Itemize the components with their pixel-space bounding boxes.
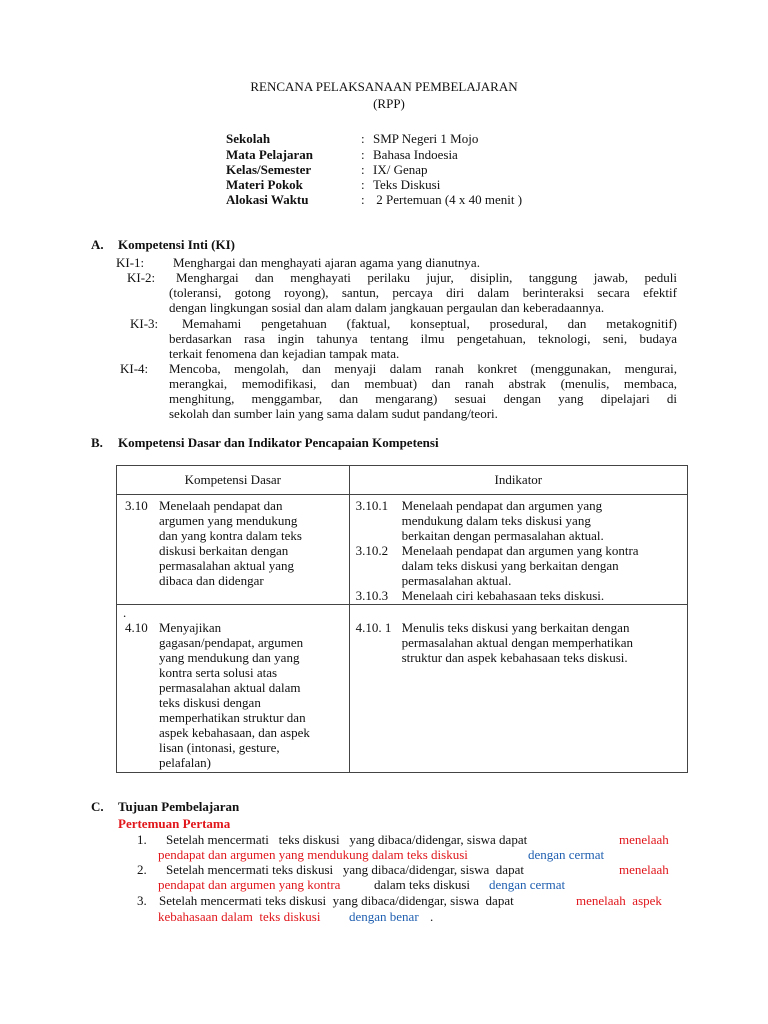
kd-text: diskusi berkaitan dengan bbox=[159, 543, 289, 558]
ki-code: KI-1: bbox=[116, 255, 145, 270]
objective-number: 1. bbox=[137, 832, 147, 847]
kd-text: lisan (intonasi, gesture, bbox=[159, 740, 280, 755]
document-subtitle: (RPP) bbox=[373, 96, 405, 111]
kd-text: argumen yang mendukung bbox=[159, 513, 298, 528]
objective-text: Setelah mencermati teks diskusi yang dibaca/didengar, siswa dapat bbox=[159, 893, 514, 908]
table-header: Kompetensi Dasar bbox=[117, 466, 350, 495]
objective-highlight: pendapat dan argumen yang kontra bbox=[158, 877, 341, 892]
indicator-text: mendukung dalam teks diskusi yang bbox=[401, 513, 591, 528]
ki-text: berdasarkan rasa ingin tahunya tentang ilmu pengetahuan, teknologi, seni, budaya bbox=[169, 331, 677, 346]
indicator-text: dalam teks diskusi yang berkaitan dengan bbox=[401, 558, 619, 573]
meeting-heading: Pertemuan Pertama bbox=[118, 816, 231, 831]
ki-text: Memahami pengetahuan (faktual, konseptual, prosedural, dan metakognitif) bbox=[182, 316, 677, 331]
ki-code: KI-4: bbox=[120, 361, 149, 376]
indicator-text: Menelaah pendapat dan argumen yang kontra bbox=[401, 543, 639, 558]
indicator-text: Menelaah ciri kebahasaan teks diskusi. bbox=[401, 588, 605, 603]
indicator-text: Menelaah pendapat dan argumen yang bbox=[401, 498, 603, 513]
table-header: Indikator bbox=[349, 466, 687, 495]
identity-value: Bahasa Indoesia bbox=[373, 147, 458, 162]
identity-label: Mata Pelajaran bbox=[226, 147, 314, 162]
kd-text: permasalahan aktual dalam bbox=[159, 680, 301, 695]
kd-text: yang mendukung dan yang bbox=[159, 650, 300, 665]
ki-text: (toleransi, gotong royong), santun, percaya diri dalam berinteraksi secara efektif bbox=[169, 285, 677, 300]
indicator-cell bbox=[349, 495, 687, 605]
table-row bbox=[117, 605, 688, 773]
indicator-number: 3.10.2 bbox=[355, 543, 389, 558]
objective-emphasis: dengan cermat bbox=[528, 847, 605, 862]
kd-text: permasalahan aktual yang bbox=[159, 558, 294, 573]
identity-value: IX/ Genap bbox=[373, 162, 428, 177]
kd-indicator-table bbox=[116, 465, 688, 773]
section-c-title: Tujuan Pembelajaran bbox=[118, 799, 240, 814]
identity-colon: : bbox=[361, 147, 365, 162]
kd-text: pelafalan) bbox=[159, 755, 211, 770]
document-title: RENCANA PELAKSANAAN PEMBELAJARAN bbox=[250, 79, 518, 94]
objective-number: 3. bbox=[137, 893, 147, 908]
kd-text: memperhatikan struktur dan bbox=[159, 710, 306, 725]
objective-emphasis: dengan cermat bbox=[489, 877, 566, 892]
objective-period: . bbox=[430, 909, 434, 924]
identity-label: Alokasi Waktu bbox=[226, 192, 309, 207]
kd-text: dibaca dan didengar bbox=[159, 573, 264, 588]
ki-code: KI-2: bbox=[127, 270, 156, 285]
kd-text: Menelaah pendapat dan bbox=[159, 498, 283, 513]
identity-label: Sekolah bbox=[226, 131, 271, 146]
kd-number: 4.10 bbox=[125, 620, 148, 635]
objective-highlight: menelaah bbox=[619, 832, 669, 847]
objective-number: 2. bbox=[137, 862, 147, 877]
objective-text: Setelah mencermati teks diskusi yang dibaca/didengar, siswa dapat bbox=[166, 832, 528, 847]
objective-highlight: pendapat dan argumen yang mendukung dalam teks diskusi bbox=[158, 847, 468, 862]
ki-text: dengan lingkungan sosial dan alam dalam jangkauan pergaulan dan keberadaannya. bbox=[169, 300, 605, 315]
indicator-text: struktur dan aspek kebahasaan teks diskusi. bbox=[401, 650, 628, 665]
objective-highlight: kebahasaan dalam teks diskusi bbox=[158, 909, 321, 924]
kd-text: gagasan/pendapat, argumen bbox=[159, 635, 304, 650]
kd-text: aspek kebahasaan, dan aspek bbox=[159, 725, 310, 740]
section-b-title: Kompetensi Dasar dan Indikator Pencapaian Kompetensi bbox=[118, 435, 439, 450]
section-a-title: Kompetensi Inti (KI) bbox=[118, 237, 235, 252]
indicator-text: berkaitan dengan permasalahan aktual. bbox=[401, 528, 604, 543]
identity-value: 2 Pertemuan (4 x 40 menit ) bbox=[373, 192, 523, 207]
ki-text: menghitung, menggambar, dan mengarang) sesuai dengan yang dipelajari di bbox=[169, 391, 677, 406]
kd-text: teks diskusi dengan bbox=[159, 695, 261, 710]
section-c-letter: C. bbox=[91, 799, 104, 814]
kd-text: Menyajikan bbox=[159, 620, 222, 635]
ki-text: Menghargai dan menghayati ajaran agama yang dianutnya. bbox=[173, 255, 480, 270]
identity-colon: : bbox=[361, 162, 365, 177]
table-header-row bbox=[117, 466, 688, 495]
indicator-number: 4.10. 1 bbox=[355, 620, 392, 635]
ki-text: merangkai, memodifikasi, dan membuat) dan ranah abstrak (menulis, membaca, bbox=[169, 376, 677, 391]
objective-highlight: menelaah aspek bbox=[576, 893, 662, 908]
kd-cell bbox=[117, 605, 350, 773]
indicator-number: 3.10.1 bbox=[355, 498, 389, 513]
objective-emphasis: dengan benar bbox=[349, 909, 419, 924]
section-a-letter: A. bbox=[91, 237, 104, 252]
identity-value: SMP Negeri 1 Mojo bbox=[373, 131, 479, 146]
kd-number: 3.10 bbox=[125, 498, 148, 513]
kd-cell bbox=[117, 495, 350, 605]
kd-text: kontra serta solusi atas bbox=[159, 665, 278, 680]
identity-label: Materi Pokok bbox=[226, 177, 303, 192]
identity-colon: : bbox=[361, 177, 365, 192]
indicator-number: 3.10.3 bbox=[355, 588, 389, 603]
indicator-cell bbox=[349, 605, 687, 773]
kd-stray-dot: . bbox=[123, 605, 127, 620]
ki-text: sekolah dan sumber lain yang sama dalam sudut pandang/teori. bbox=[169, 406, 498, 421]
identity-colon: : bbox=[361, 131, 365, 146]
identity-colon: : bbox=[361, 192, 365, 207]
kd-text: dan yang kontra dalam teks bbox=[159, 528, 302, 543]
indicator-text: permasalahan aktual dengan memperhatikan bbox=[401, 635, 633, 650]
ki-text: Mencoba, mengolah, dan menyaji dalam ranah konkret (menggunakan, mengurai, bbox=[169, 361, 677, 376]
identity-value: Teks Diskusi bbox=[373, 177, 441, 192]
objective-text: dalam teks diskusi bbox=[374, 877, 471, 892]
table-row bbox=[117, 495, 688, 605]
objective-text: Setelah mencermati teks diskusi yang dibaca/didengar, siswa dapat bbox=[166, 862, 524, 877]
ki-text: Menghargai dan menghayati perilaku jujur, disiplin, tanggung jawab, peduli bbox=[176, 270, 677, 285]
section-b-letter: B. bbox=[91, 435, 103, 450]
objective-highlight: menelaah bbox=[619, 862, 669, 877]
indicator-text: permasalahan aktual. bbox=[401, 573, 512, 588]
identity-label: Kelas/Semester bbox=[226, 162, 312, 177]
indicator-text: Menulis teks diskusi yang berkaitan dengan bbox=[401, 620, 630, 635]
ki-code: KI-3: bbox=[130, 316, 159, 331]
ki-text: terkait fenomena dan kejadian tampak mata. bbox=[169, 346, 400, 361]
